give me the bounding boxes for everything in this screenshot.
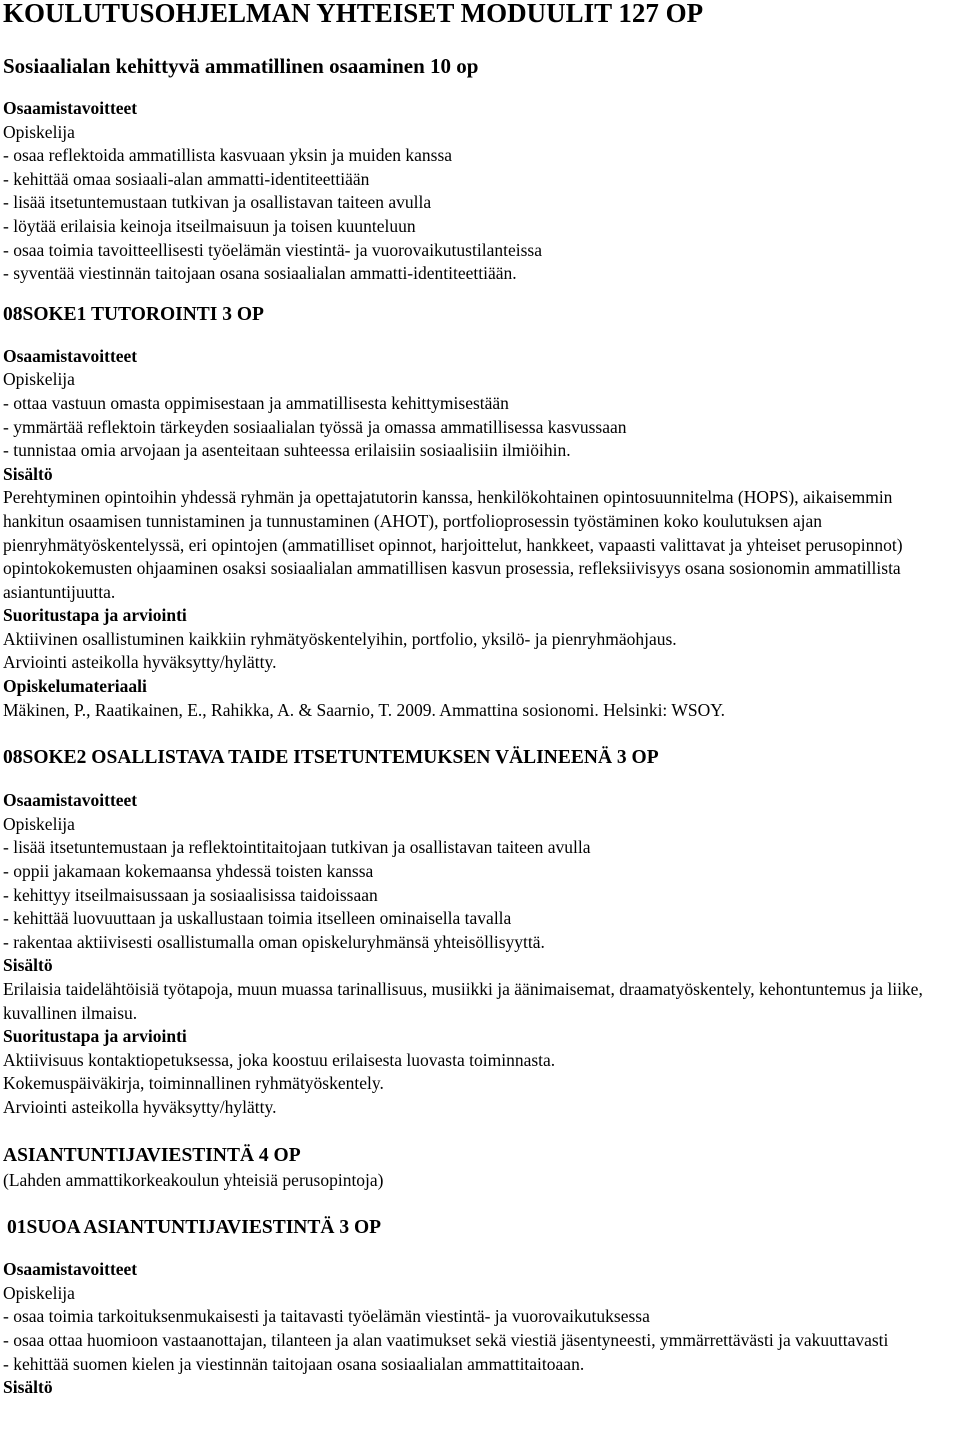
module-title: Sosiaalialan kehittyvä ammatillinen osaaminen 10 op: [3, 54, 479, 78]
assessment-line: Kokemuspäiväkirja, toiminnallinen ryhmätyöskentely.: [3, 1073, 384, 1094]
assessment-label: Suoritustapa ja arviointi: [3, 1026, 187, 1047]
goal-item: - lisää itsetuntemustaan tutkivan ja osallistavan taiteen avulla: [3, 192, 432, 213]
course-title: 08SOKE1 TUTOROINTI 3 OP: [3, 303, 264, 325]
assessment-label: Suoritustapa ja arviointi: [3, 605, 187, 626]
goal-item: - lisää itsetuntemustaan ja reflektointitaitojaan tutkivan ja osallistavan taiteen avulla: [3, 837, 591, 858]
content-text: Perehtyminen opintoihin yhdessä ryhmän ja opettajatutorin kanssa, henkilökohtainen opintosuunnitelma (HOPS), aikaisemmin hankitun osaamisen tunnistaminen ja tunnustaminen (AHOT), portfolioprosessin työstäminen koko koulutuksen ajan pienryhmätyöskentelyssä, eri opintojen (ammatilliset opinnot, harjoittelut, hankkeet, vapaasti valittavat ja yhteiset perusopinnot) opintokokemusten ohjaaminen osaksi sosiaalialan ammatillisen kasvun prosessia, refleksiivisyys osana sosionomin ammatillista asiantuntijuutta.: [3, 487, 903, 602]
course-asiantuntijaviestinta: [3, 1215, 958, 1400]
goal-item: - osaa ottaa huomioon vastaanottajan, tilanteen ja alan vaatimukset sekä viestiä jäsentyneesti, ymmärrettävästi ja vakuuttavasti: [3, 1329, 889, 1350]
goals-subject: Opiskelija: [3, 121, 75, 142]
content-label: Sisältö: [3, 463, 53, 484]
goal-item: - oppii jakamaan kokemaansa yhdessä toisten kanssa: [3, 861, 374, 882]
assessment-line: Aktiivisuus kontaktiopetuksessa, joka koostuu erilaisesta luovasta toiminnasta.: [3, 1049, 556, 1070]
course-title: 08SOKE2 OSALLISTAVA TAIDE ITSETUNTEMUKSEN VÄLINEENÄ 3 OP: [3, 747, 659, 769]
goals-label: Osaamistavoitteet: [3, 98, 138, 118]
course-osallistava-taide: [3, 745, 958, 1119]
course-tutorointi: [3, 302, 958, 723]
goal-item: - osaa toimia tavoitteellisesti työelämän viestintä- ja vuorovaikutustilanteissa: [3, 239, 542, 260]
goal-item: - osaa reflektoida ammatillista kasvuaan yksin ja muiden kanssa: [3, 145, 453, 166]
section-title: ASIANTUNTIJAVIESTINTÄ 4 OP: [3, 1144, 301, 1166]
course-title: 01SUOA ASIANTUNTIJAVIESTINTÄ 3 OP: [7, 1217, 382, 1239]
document: [3, 0, 958, 1400]
goals-label: Osaamistavoitteet: [3, 790, 138, 811]
material-text: Mäkinen, P., Raatikainen, E., Rahikka, A. & Saarnio, T. 2009. Ammattina sosionomi. Helsinki: WSOY.: [3, 699, 725, 720]
goal-item: - tunnistaa omia arvojaan ja asenteitaan suhteessa erilaisiin sosiaalisiin ilmiöihin.: [3, 440, 571, 461]
section-subtitle: (Lahden ammattikorkeakoulun yhteisiä perusopintoja): [3, 1169, 384, 1190]
goals-label: Osaamistavoitteet: [3, 345, 138, 366]
goal-item: - kehittää luovuuttaan ja uskallustaan toimia itselleen ominaisella tavalla: [3, 908, 512, 929]
assessment-line: Aktiivinen osallistuminen kaikkiin ryhmätyöskentelyihin, portfolio, yksilö- ja pienryhmäohjaus.: [3, 628, 677, 649]
goal-item: - kehittää omaa sosiaali-alan ammatti-identiteettiään: [3, 168, 370, 189]
goals-subject: Opiskelija: [3, 1282, 75, 1303]
goal-item: - ottaa vastuun omasta oppimisestaan ja ammatillisesta kehittymisestään: [3, 392, 509, 413]
assessment-line: Arviointi asteikolla hyväksytty/hylätty.: [3, 652, 277, 673]
material-label: Opiskelumateriaali: [3, 676, 147, 697]
goal-item: - kehittää suomen kielen ja viestinnän taitojaan osana sosiaalialan ammattitaitoaan.: [3, 1353, 585, 1374]
document-title: KOULUTUSOHJELMAN YHTEISET MODUULIT 127 OP: [3, 0, 704, 28]
goals-label: Osaamistavoitteet: [3, 1259, 138, 1280]
section-asiantuntijaviestinta: [3, 1143, 958, 1193]
content-label: Sisältö: [3, 1377, 53, 1398]
goal-item: - löytää erilaisia keinoja itseilmaisuun ja toisen kuunteluun: [3, 215, 416, 236]
goal-item: - syventää viestinnän taitojaan osana sosiaalialan ammatti-identiteettiään.: [3, 263, 517, 284]
content-text: Erilaisia taidelähtöisiä työtapoja, muun muassa tarinallisuus, musiikki ja äänimaisemat, draamatyöskentely, kehontuntemus ja liike, kuvallinen ilmaisu.: [3, 979, 923, 1023]
module-goals: [3, 97, 958, 286]
goal-item: - rakentaa aktiivisesti osallistumalla oman opiskeluryhmänsä yhteisöllisyyttä.: [3, 931, 545, 952]
assessment-line: Arviointi asteikolla hyväksytty/hylätty.: [3, 1096, 277, 1117]
goals-subject: Opiskelija: [3, 813, 75, 834]
goal-item: - kehittyy itseilmaisussaan ja sosiaalisissa taidoissaan: [3, 884, 378, 905]
goals-subject: Opiskelija: [3, 369, 75, 390]
content-label: Sisältö: [3, 955, 53, 976]
goal-item: - ymmärtää reflektoin tärkeyden sosiaalialan työssä ja omassa ammatillisessa kasvussaan: [3, 416, 627, 437]
goal-item: - osaa toimia tarkoituksenmukaisesti ja taitavasti työelämän viestintä- ja vuorovaikutuksessa: [3, 1306, 650, 1327]
